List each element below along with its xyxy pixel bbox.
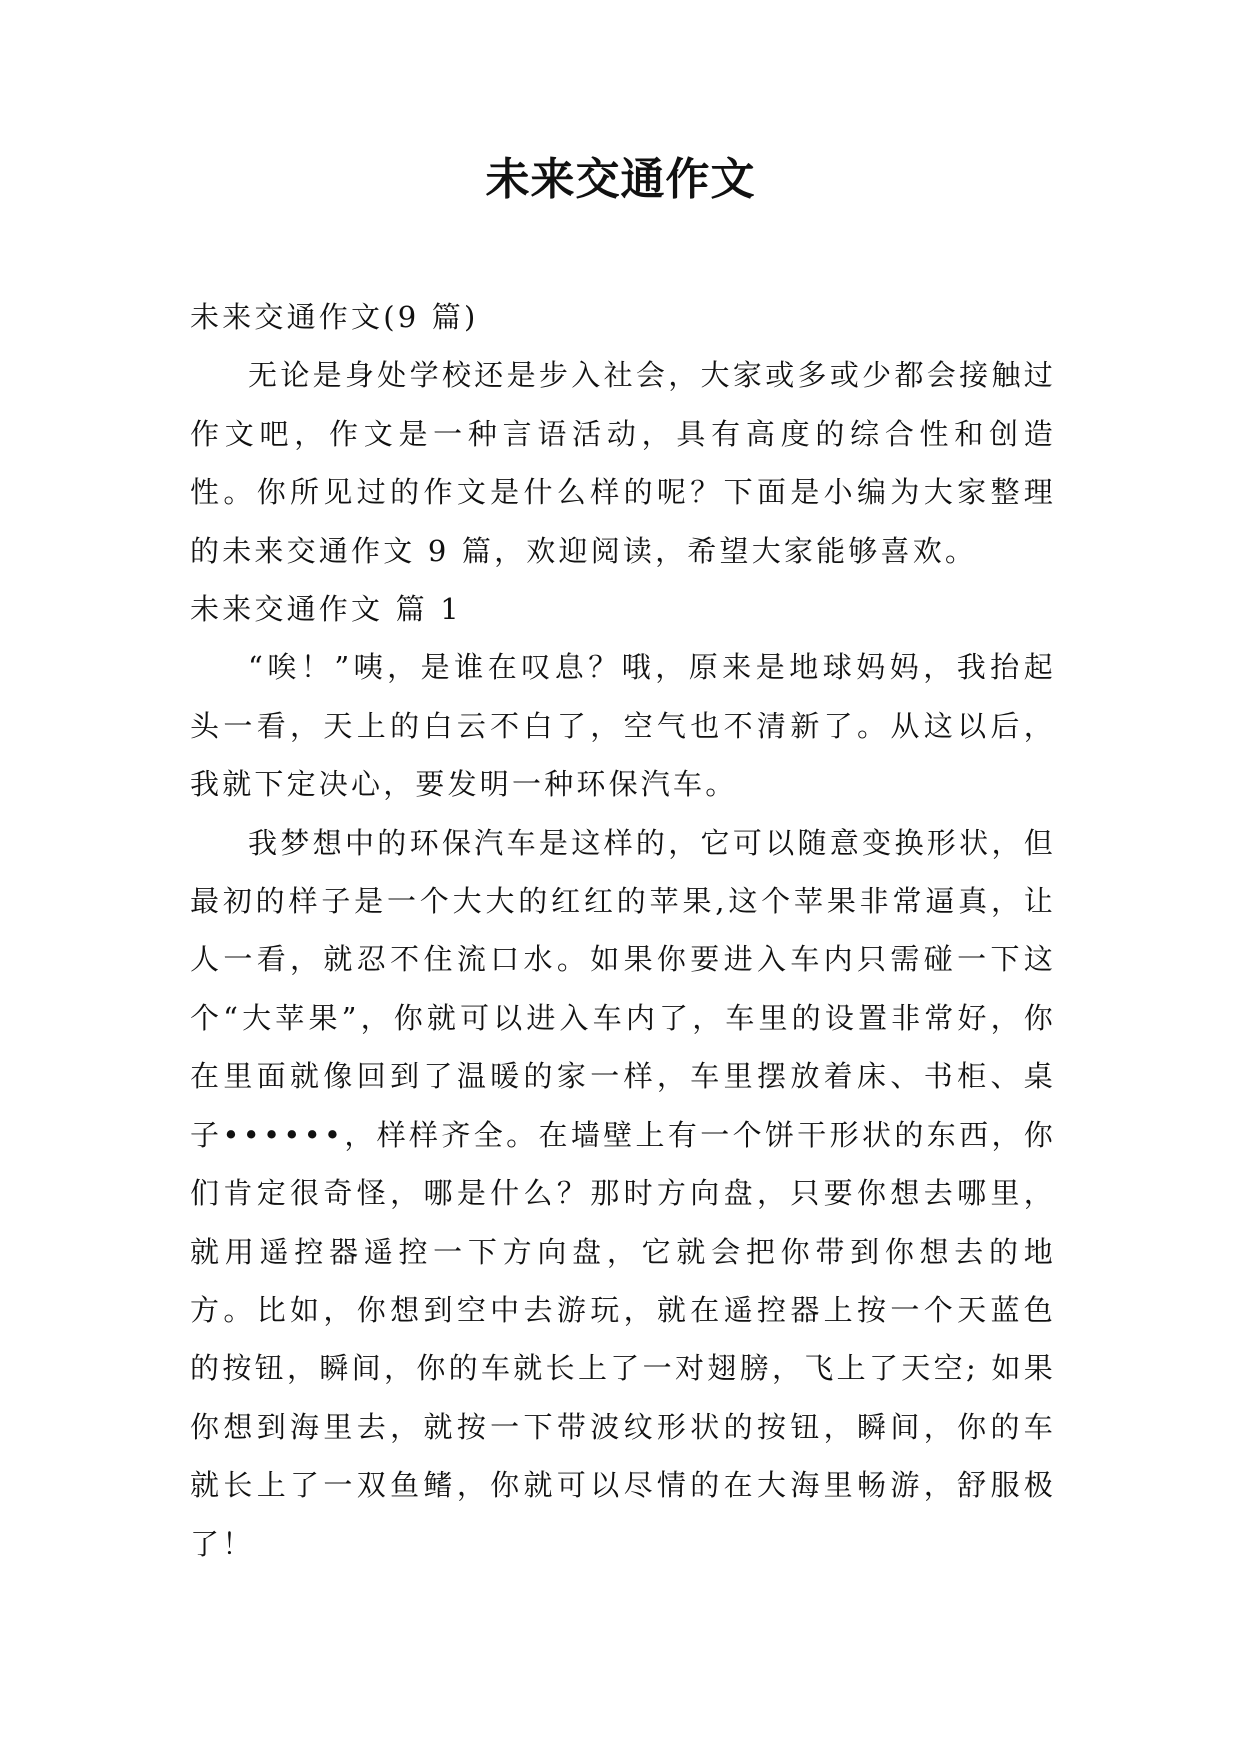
section-heading: 未来交通作文 篇 1 xyxy=(190,592,462,627)
document-title: 未来交通作文 xyxy=(485,154,756,205)
body-paragraph-2: 我梦想中的环保汽车是这样的，它可以随意变换形状，但最初的样子是一个大大的红红的苹果,这个苹果非常逼真，让人一看，就忍不住流口水。如果你要进入车内只需碰一下这个“大苹果”，你就可以进入车内了，车里的设置非常好，你在里面就像回到了温暖的家一样，车里摆放着床、书柜、桌子••••••，样样齐全。在墙壁上有一个饼干形状的东西，你们肯定很奇怪，哪是什么？那时方向盘，只要你想去哪里，就用遥控器遥控一下方向盘，它就会把你带到你想去的地方。比如，你想到空中去游玩，就在遥控器上按一个天蓝色的按钮，瞬间，你的车就长上了一对翅膀，飞上了天空; 如果你想到海里去，就按一下带波纹形状的按钮，瞬间，你的车就长上了一双鱼鳍，你就可以尽情的在大海里畅游，舒服极了！ xyxy=(190,825,1056,1561)
document-body xyxy=(190,288,1056,1573)
document-subtitle: 未来交通作文(9 篇) xyxy=(190,300,479,334)
body-paragraph-1: “唉！”咦，是谁在叹息？哦，原来是地球妈妈，我抬起头一看，天上的白云不白了，空气也不清新了。从这以后，我就下定决心，要发明一种环保汽车。 xyxy=(190,650,1056,802)
intro-paragraph: 无论是身处学校还是步入社会，大家或多或少都会接触过作文吧，作文是一种言语活动，具有高度的综合性和创造性。你所见过的作文是什么样的呢？下面是小编为大家整理的未来交通作文 9 篇，欢迎阅读，希望大家能够喜欢。 xyxy=(190,358,1056,568)
